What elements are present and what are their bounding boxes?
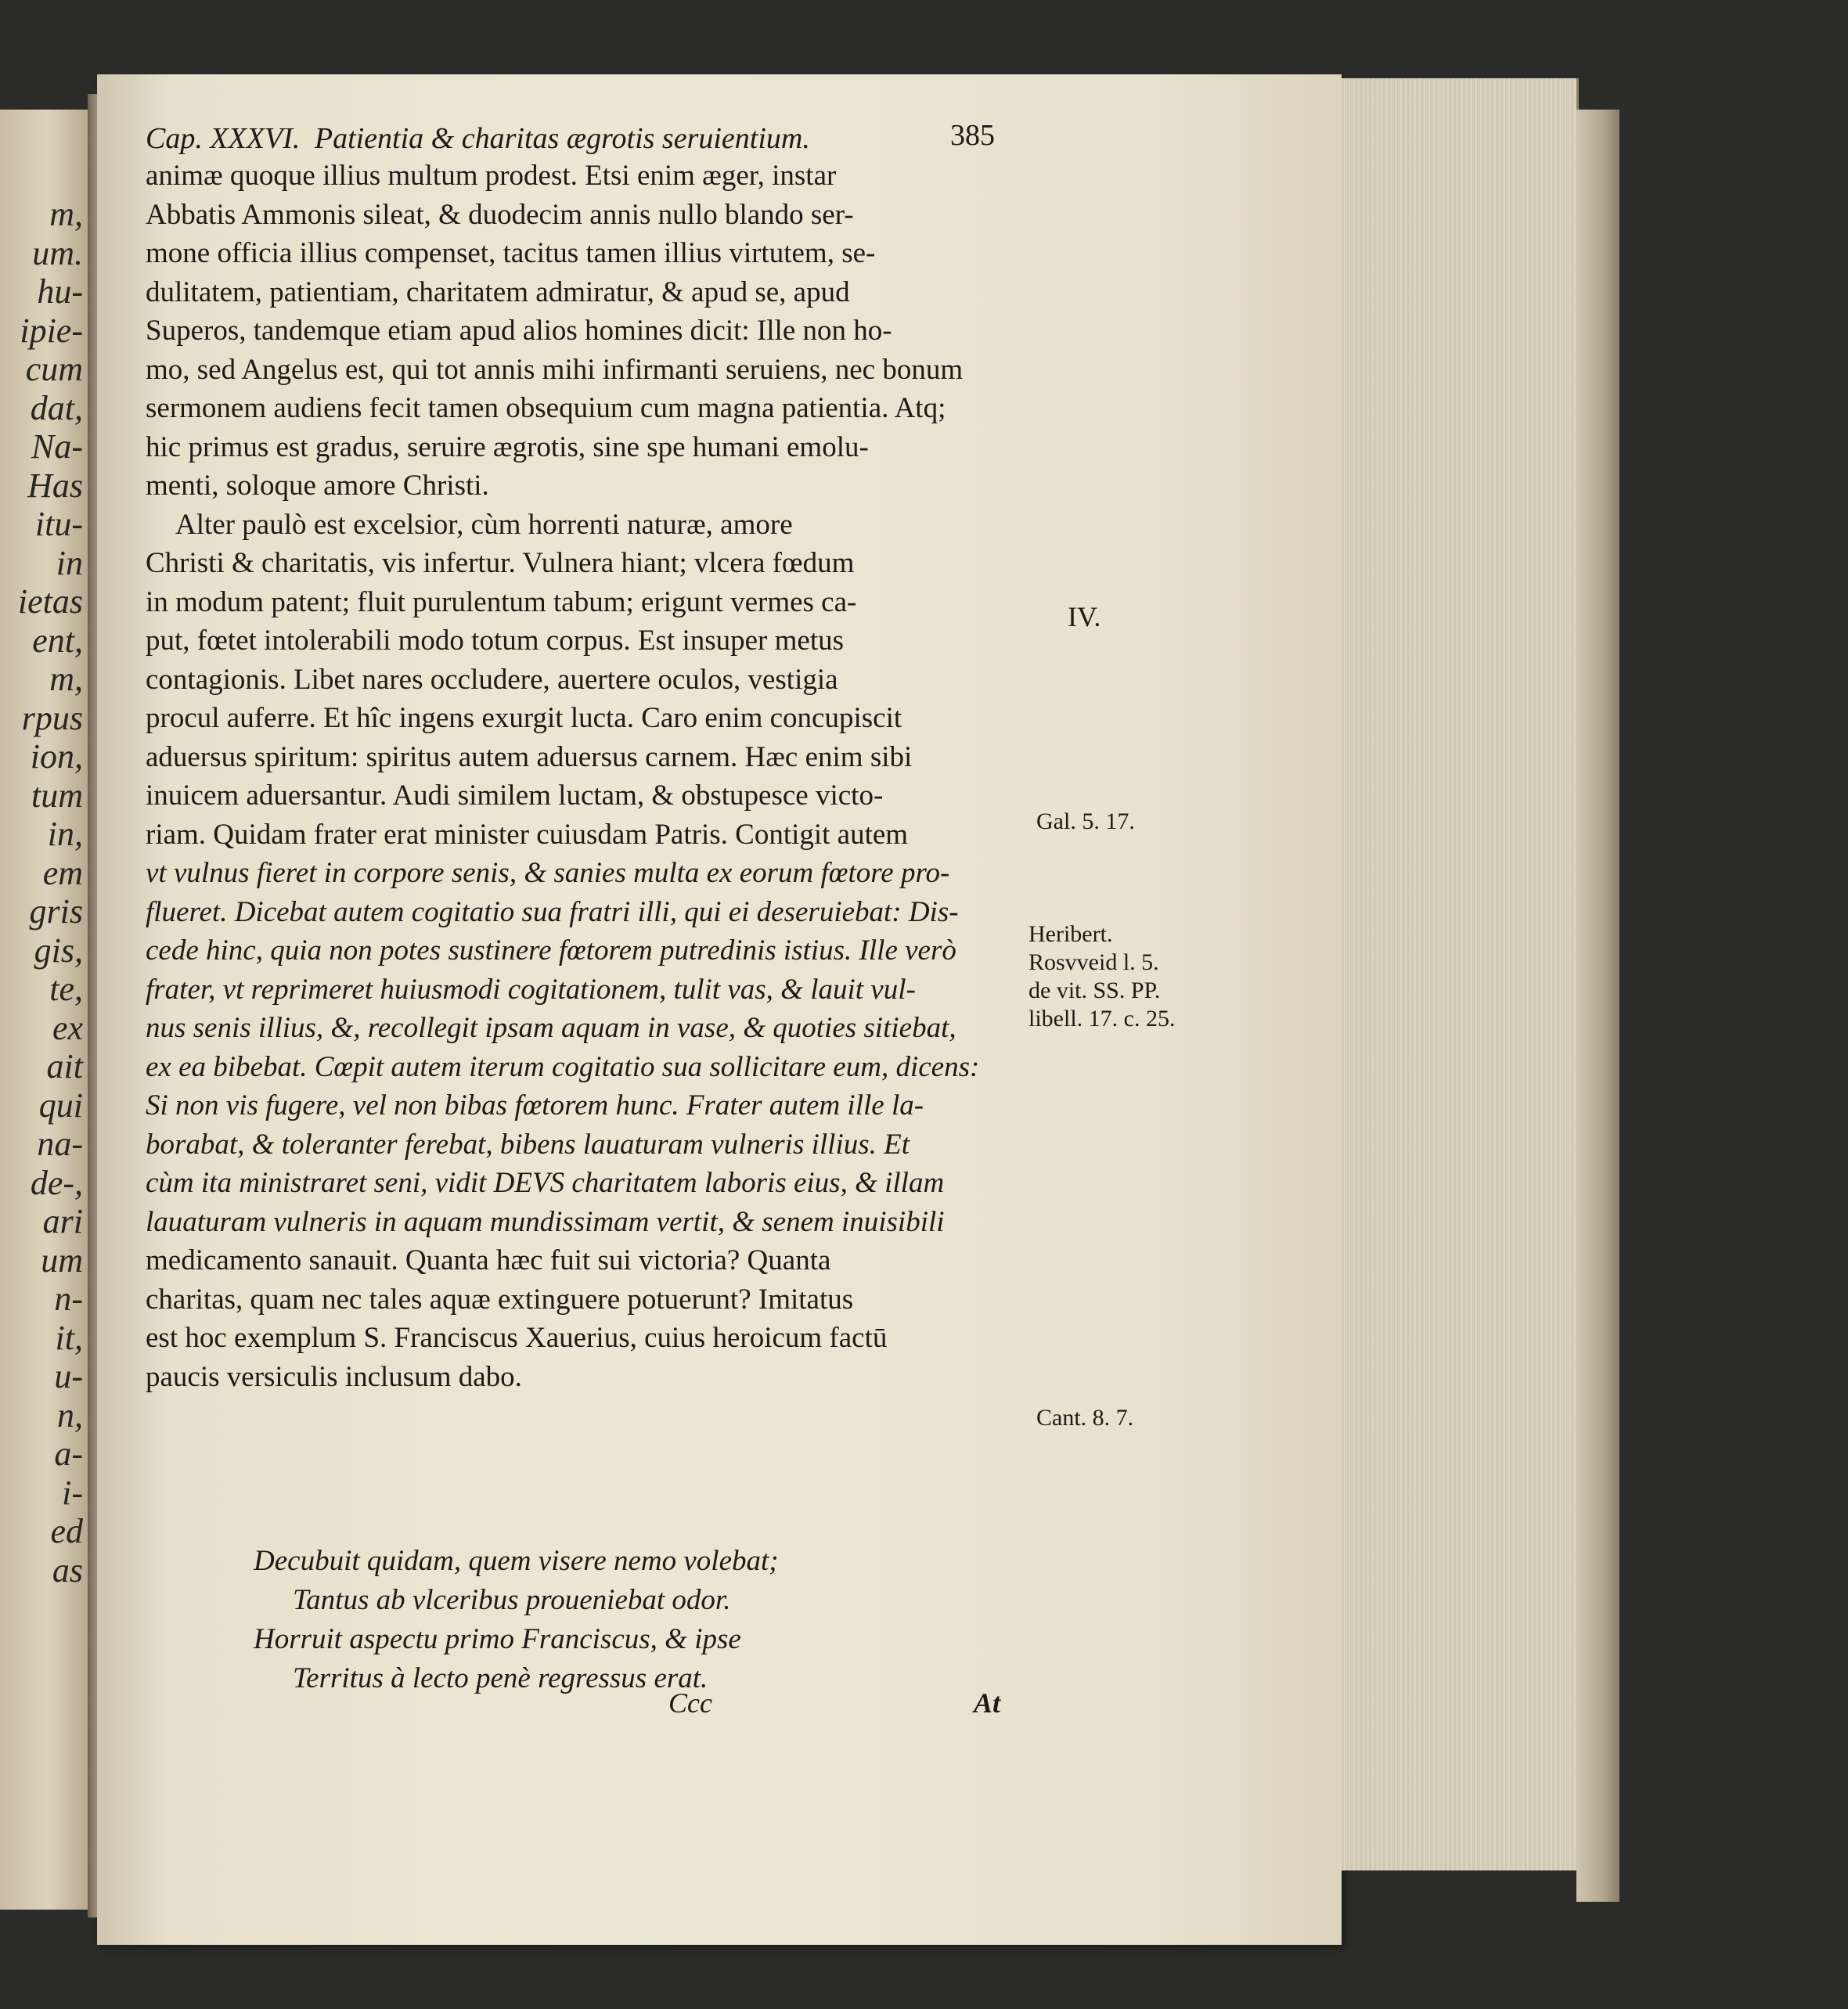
body-line: Abbatis Ammonis sileat, & duodecim annis nullo blando ser- (146, 198, 854, 231)
left-page-fragment: u- (54, 1357, 83, 1395)
left-page-fragment: m, (49, 195, 83, 233)
left-page-fragment: n, (57, 1395, 83, 1435)
left-page-fragment: in, (47, 815, 83, 853)
left-page-fragment: rpus (21, 698, 83, 737)
body-line: dulitatem, patientiam, charitatem admiratur, & apud se, apud (146, 275, 850, 308)
left-page-fragment: ietas (17, 582, 83, 621)
margin-section-number: IV. (1068, 601, 1101, 632)
left-page-fragment: hu- (37, 272, 83, 311)
left-page-fragment: qui (38, 1086, 83, 1125)
body-line: medicamento sanauit. Quanta hæc fuit sui victoria? Quanta (146, 1244, 831, 1276)
body-line: Christi & charitatis, vis infertur. Vulnera hiant; vlcera fœdum (146, 547, 855, 579)
body-line: procul auferre. Et hîc ingens exurgit lucta. Caro enim concupiscit (146, 702, 902, 734)
body-line: mone officia illius compenset, tacitus tamen illius virtutem, se- (146, 237, 876, 269)
left-page-fragment: ent, (32, 621, 83, 660)
left-page-fragment: ex (52, 1008, 83, 1047)
margin-ref-line: de vit. SS. PP. (1028, 977, 1161, 1003)
body-line: lauaturam vulneris in aquam mundissimam vertit, & senem inuisibili (146, 1205, 945, 1238)
margin-ref-line: Rosvveid l. 5. (1028, 949, 1159, 975)
catchword: At (974, 1687, 1001, 1719)
margin-ref-galatians: Gal. 5. 17. (1036, 808, 1135, 834)
running-head (146, 121, 810, 156)
signature-mark: Ccc (668, 1687, 712, 1719)
margin-ref-canticles: Cant. 8. 7. (1036, 1405, 1134, 1431)
left-page-fragment: dat, (30, 388, 83, 427)
left-page-fragment: it, (55, 1318, 83, 1357)
left-page (0, 110, 88, 1910)
left-page-fragment: Na- (31, 427, 83, 466)
body-line: Si non vis fugere, vel non bibas fœtorem hunc. Frater autem ille la- (146, 1089, 924, 1122)
verse-line: Decubuit quidam, quem visere nemo volebat; (254, 1545, 779, 1577)
verse-line: Horruit aspectu primo Franciscus, & ipse (254, 1623, 741, 1655)
body-line: cede hinc, quia non potes sustinere fœtorem putredinis istius. Ille verò (146, 934, 956, 967)
left-page-fragment: ion, (30, 737, 83, 776)
body-line: Alter paulò est excelsior, cùm horrenti naturæ, amore (175, 508, 793, 541)
body-line: aduersus spiritum: spiritus autem aduersus carnem. Hæc enim sibi (146, 740, 913, 773)
body-line: charitas, quam nec tales aquæ extinguere potuerunt? Imitatus (146, 1283, 854, 1316)
left-page-fragment: na- (37, 1125, 83, 1163)
body-line: frater, vt reprimeret huiusmodi cogitationem, tulit vas, & lauit vul- (146, 973, 916, 1006)
verse-line: Tantus ab vlceribus proueniebat odor. (293, 1584, 731, 1616)
left-page-fragment: um (41, 1240, 83, 1280)
body-line: sermonem audiens fecit tamen obsequium cum magna patientia. Atq; (146, 392, 946, 424)
gutter (88, 94, 97, 1917)
left-page-fragment: te, (49, 970, 83, 1008)
body-line: inuicem aduersantur. Audi similem luctam, & obstupesce victo- (146, 779, 884, 812)
body-line: ex ea bibebat. Cœpit autem iterum cogitatio sua sollicitare eum, dicens: (146, 1050, 980, 1083)
left-page-fragment: ed (50, 1512, 83, 1550)
body-line: paucis versiculis inclusum dabo. (146, 1360, 522, 1393)
left-page-fragment: in (56, 543, 83, 582)
body-line: cùm ita ministraret seni, vidit DEVS charitatem laboris eius, & illam (146, 1167, 945, 1199)
book-cover-edge (1576, 110, 1619, 1902)
verse-line: Territus à lecto penè regressus erat. (293, 1662, 708, 1694)
page-edges (1342, 78, 1579, 1870)
left-page-fragment: Has (27, 466, 83, 505)
left-page-fragment: gis, (34, 931, 83, 970)
left-page-fragment: um. (32, 233, 83, 272)
chapter-number: Cap. XXXVI. (146, 122, 301, 155)
left-page-fragment: itu- (34, 505, 83, 543)
left-page-fragment: tum (31, 776, 83, 815)
body-line: est hoc exemplum S. Franciscus Xauerius, cuius heroicum factū (146, 1322, 888, 1354)
left-page-fragment: gris (29, 892, 83, 931)
left-page-fragment: ait (46, 1047, 83, 1086)
left-page-fragment: de-, (30, 1163, 83, 1202)
body-line: Superos, tandemque etiam apud alios homines dicit: Ille non ho- (146, 315, 892, 347)
body-line: mo, sed Angelus est, qui tot annis mihi infirmanti seruiens, nec bonum (146, 353, 964, 386)
body-line: nus senis illius, &, recollegit ipsam aquam in vase, & quoties sitiebat, (146, 1012, 956, 1044)
left-page-fragment: n- (54, 1280, 83, 1318)
body-line: put, fœtet intolerabili modo totum corpus. Est insuper metus (146, 625, 844, 657)
left-page-fragment: i- (62, 1473, 83, 1512)
margin-ref-line: libell. 17. c. 25. (1028, 1006, 1176, 1032)
body-line: animæ quoque illius multum prodest. Etsi enim æger, instar (146, 160, 837, 192)
body-line: borabat, & toleranter ferebat, bibens lauaturam vulneris illius. Et (146, 1128, 910, 1161)
left-page-fragment: ipie- (20, 311, 83, 350)
left-page-fragment: m, (49, 660, 83, 698)
body-line: hic primus est gradus, seruire ægrotis, sine spe humani emolu- (146, 430, 869, 463)
chapter-title: Patientia & charitas ægrotis seruientium. (314, 122, 810, 155)
body-line: flueret. Dicebat autem cogitatio sua fratri illi, qui ei deseruiebat: Dis- (146, 895, 959, 928)
folio-number: 385 (950, 119, 995, 152)
left-page-fragment: ari (42, 1202, 83, 1240)
body-line: menti, soloque amore Christi. (146, 470, 489, 502)
right-page (97, 74, 1342, 1945)
body-line: contagionis. Libet nares occludere, auertere oculos, vestigia (146, 663, 838, 696)
margin-ref-line: Heribert. (1028, 921, 1113, 947)
body-line: in modum patent; fluit purulentum tabum; erigunt vermes ca- (146, 585, 857, 618)
left-page-fragment: em (42, 853, 83, 892)
left-page-fragment: a- (54, 1435, 83, 1473)
body-line: vt vulnus fieret in corpore senis, & sanies multa ex eorum fœtore pro- (146, 857, 950, 889)
left-page-fragment: as (52, 1550, 83, 1590)
body-line: riam. Quidam frater erat minister cuiusdam Patris. Contigit autem (146, 818, 909, 851)
left-page-fragment: cum (25, 350, 83, 388)
